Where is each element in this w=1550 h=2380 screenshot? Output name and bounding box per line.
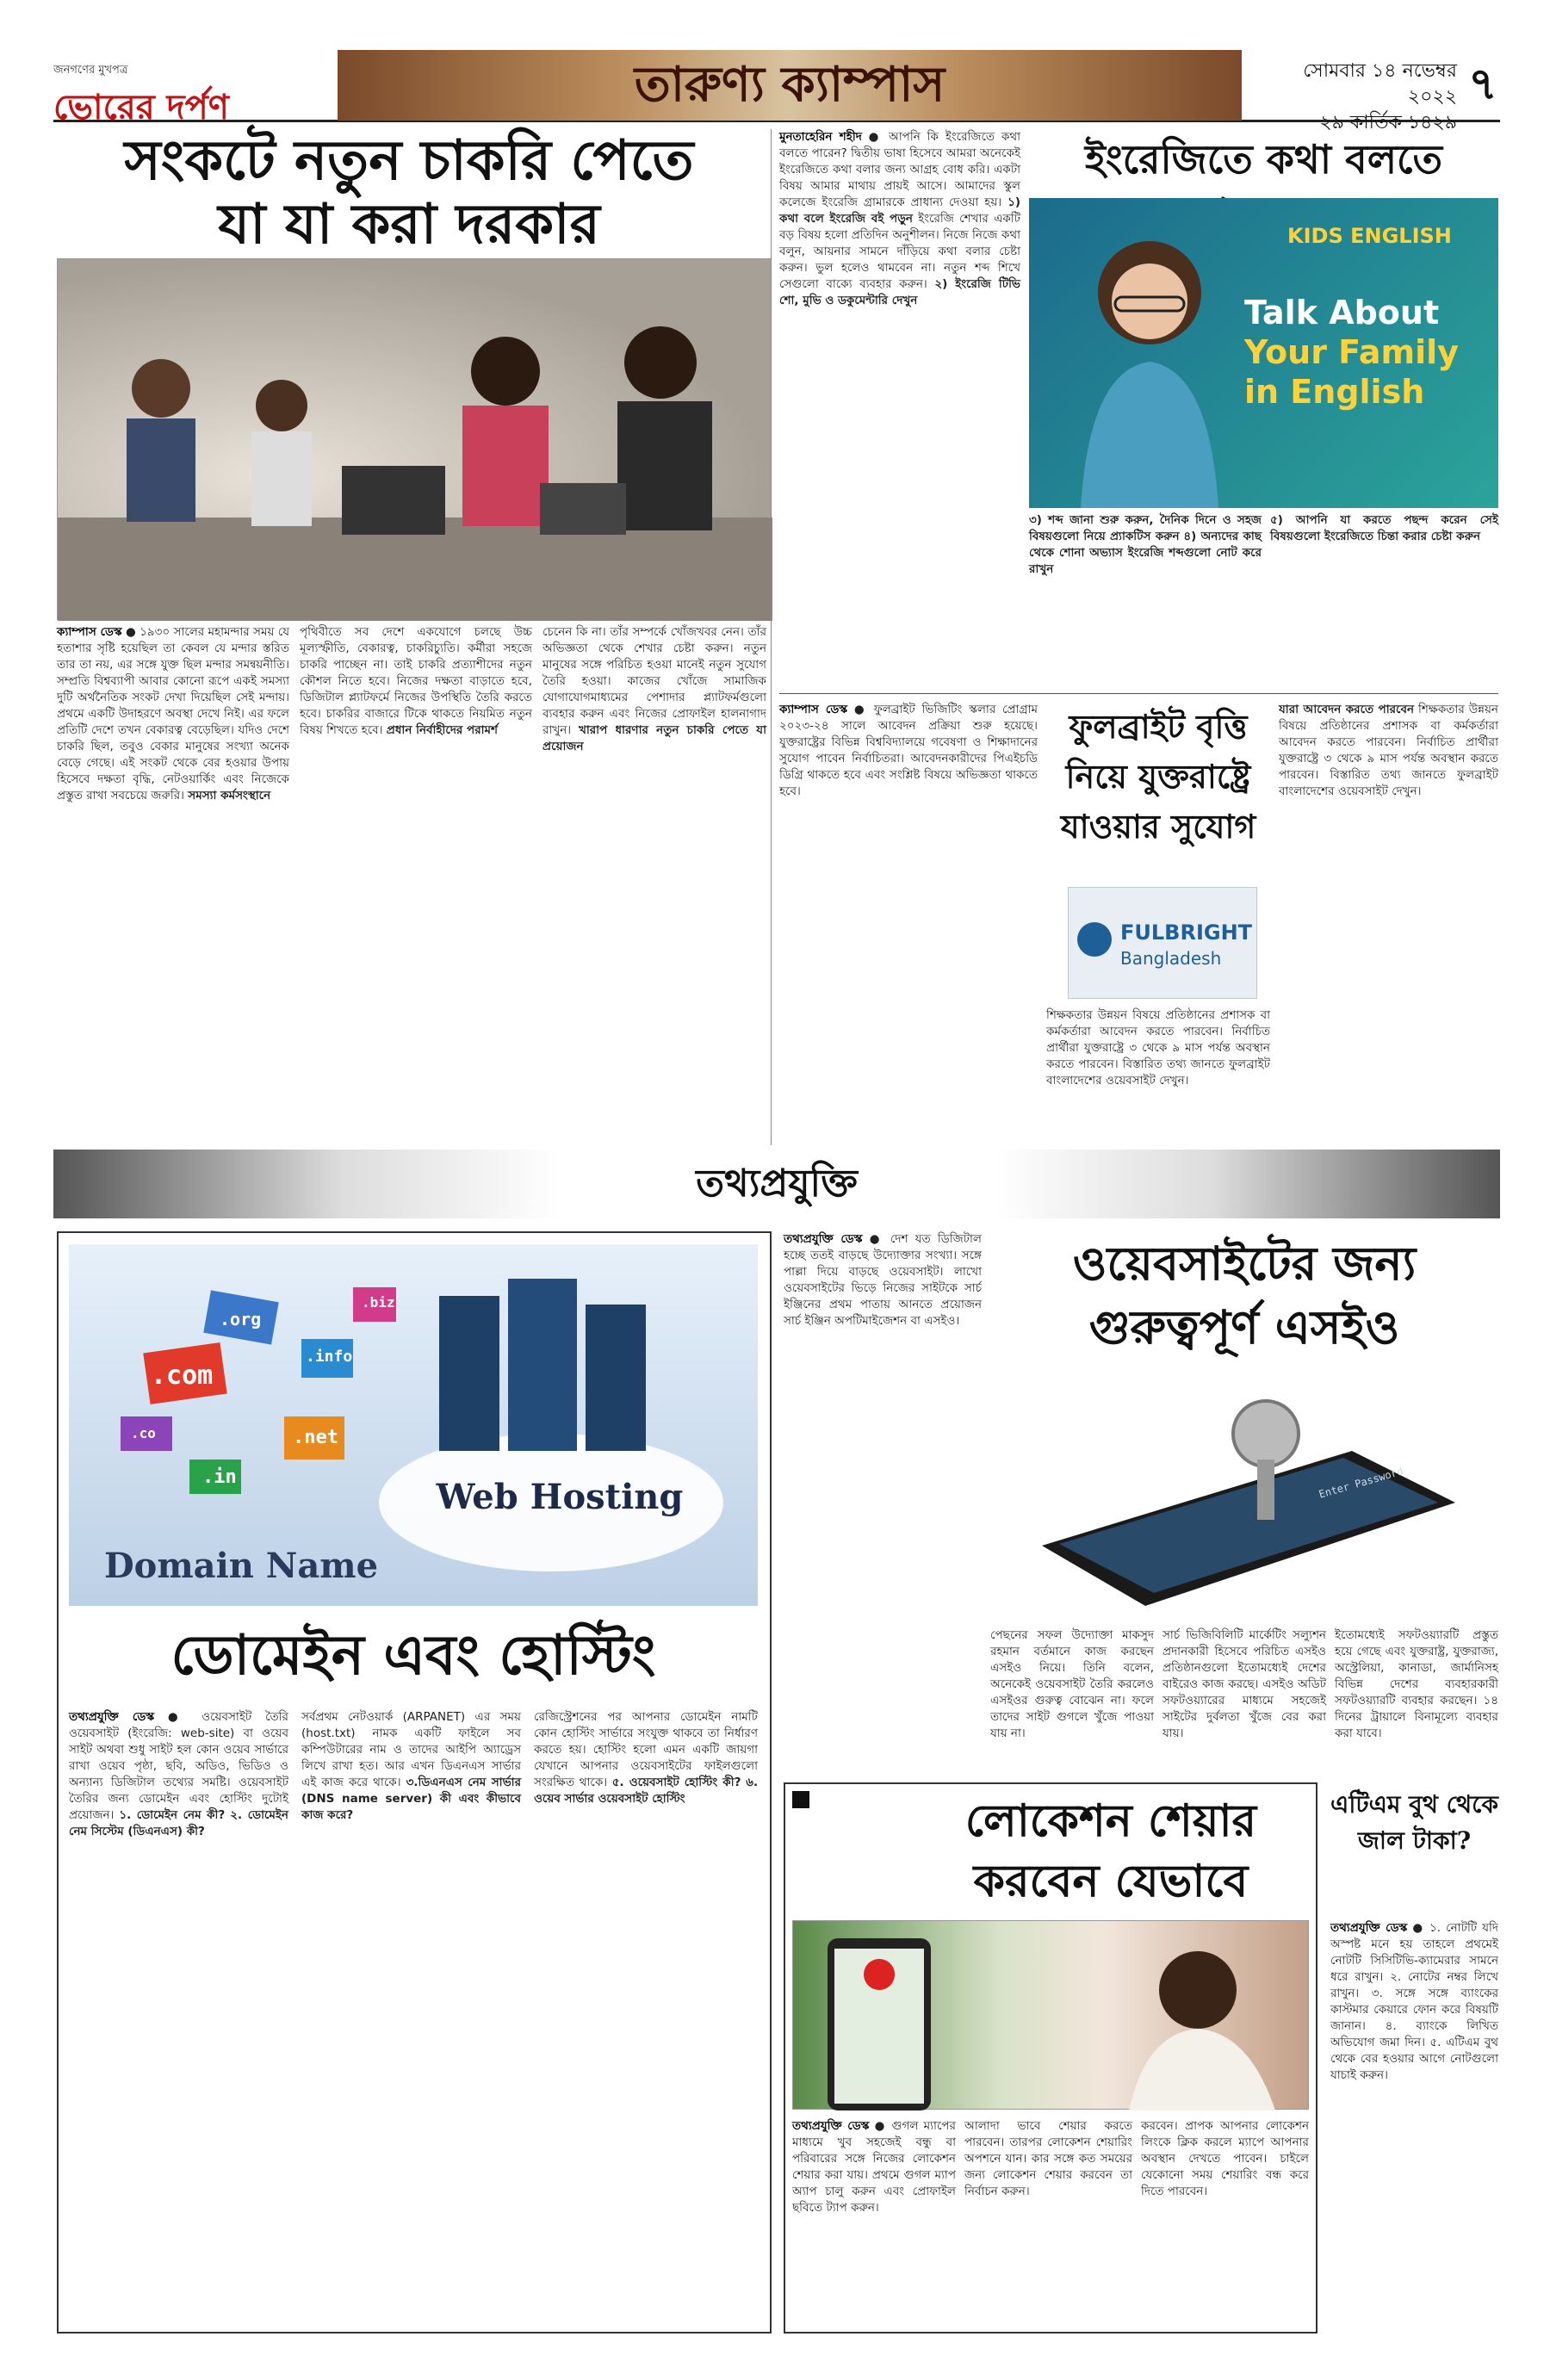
- page-number: ৭: [1468, 58, 1497, 110]
- office-workers-photo: [57, 258, 772, 620]
- article4-column3: [534, 1709, 758, 2325]
- section-title: তারুণ্য ক্যাম্পাস: [634, 56, 946, 113]
- tld-info: .info: [306, 1348, 353, 1366]
- article2-column2: [1029, 512, 1262, 689]
- article5-headline: [990, 1231, 1498, 1369]
- article3-headline-line3: যাওয়ার সুযোগ: [1060, 807, 1256, 846]
- article3-headline-line2: নিয়ে যুক্তরাষ্ট্রে: [1065, 757, 1251, 796]
- article4-subhead5: ৬. ওয়েব সার্ভার ওয়েবসাইট হোস্টিং: [534, 1776, 758, 1806]
- location-share-photo: [792, 1920, 1309, 2110]
- article1-col2-text: পৃথিবীতে সব দেশে একযোগে চলছে উচ্চ মূল্যস্ফীতি, বেকারত্ব, চাকরিচ্যুতি। কর্মীরা সহজে চাকরি পাচ্ছেন না। তাই চাকরি প্রত্যাশীদের নতুন কৌশল নিতে হবে। নিজের দক্ষতা বাড়াতে হবে, ডিজিটাল প্ল্যাটফর্মে নিজের উপস্থিতি তৈরি করতে হবে। চাকরির বাজারে টিকে থাকতে নিয়মিত নতুন বিষয় শিখতে হবে।: [300, 625, 532, 737]
- logo-tagline: জনগণের মুখপত্র: [53, 64, 128, 77]
- phone-map-illustration: [793, 1921, 1310, 2110]
- article2-tip5: ৫) আপনি যা করতে পছন্দ করেন সেই বিষয়গুলো ইংরেজিতে চিন্তা করার চেষ্টা করুন: [1270, 513, 1498, 543]
- article6-col2-text: আলাদা ভাবে শেয়ার করতে পারবেন। তারপর লোকেশন শেয়ারিং অপশনে যান। কার সঙ্গে কত সময়ের জন্য লোকেশন শেয়ার করবেন তা নির্বাচন করুন।: [964, 2119, 1132, 2198]
- article3-column3: [1279, 702, 1498, 1141]
- it-section-title: তথ্যপ্রযুক্তি: [696, 1162, 858, 1205]
- article6-column2: [964, 2118, 1132, 2329]
- article3-body2: শিক্ষকতার উন্নয়ন বিষয়ে প্রতিষ্ঠানের প্রশাসক বা কর্মকর্তারা আবেদন করতে পারবেন। নির্বাচিত প্রার্থীরা যুক্তরাষ্ট্রে ৩ থেকে ৯ মাস পর্যন্ত অবস্থান করতে পারবেন। বিস্তারিত তথ্য জানতে ফুলব্রাইট বাংলাদেশের ওয়েবসাইট দেখুন।: [1046, 1008, 1270, 1088]
- article4-col3-text: রেজিস্ট্রেশনের পর আপনার ডোমেইন নামটি কোন হোস্টিং সার্ভারে সংযুক্ত থাকবে তা নির্ধারণ করতে হয়। হোস্টিং হলো এমন একটি জায়গা যেখানে আপনার ওয়েবসাইটের ফাইলগুলো সংরক্ষিত থাকে।: [534, 1710, 758, 1789]
- article3-subhead: যারা আবেদন করতে পারবেন: [1279, 703, 1415, 716]
- article5-column4: [1335, 1627, 1498, 1774]
- article3-body3: শিক্ষকতার উন্নয়ন বিষয়ে প্রতিষ্ঠানের প্রশাসক বা কর্মকর্তারা আবেদন করতে পারবেন। নির্বাচিত প্রার্থীরা যুক্তরাষ্ট্রে ৩ থেকে ৯ মাস পর্যন্ত অবস্থান করতে পারবেন। বিস্তারিত তথ্য জানতে ফুলব্রাইট বাংলাদেশের ওয়েবসাইট দেখুন।: [1279, 703, 1498, 798]
- article1-byline: ক্যাম্পাস ডেস্ক: [57, 625, 122, 639]
- date-gregorian: সোমবার ১৪ নভেম্বর ২০২২: [1303, 60, 1457, 108]
- article6-headline: [913, 1791, 1309, 1920]
- article1-col3-text: চেনেন কি না। তাঁর সম্পর্কে খোঁজখবর নেন। তাঁর অভিজ্ঞতা থেকে শেখার চেষ্টা করুন। নতুন মানুষের সঙ্গে পরিচিত হওয়া মানেই নতুন সুযোগ তৈরি হওয়া। কাজের খোঁজে সামাজিক যোগাযোগমাধ্যমের পেশাদার প্ল্যাটফর্মগুলো ব্যবহার করুন এবং নিজের প্রোফাইল হালনাগাদ রাখুন।: [542, 625, 766, 737]
- article5-column1: তথ্যপ্রযুক্তি ডেস্ক ● দেশ যত ডিজিটাল হচ্ছে ততই বাড়ছে উদ্যোক্তার সংখ্যা। সঙ্গে পাল্লা দিয়ে বাড়ছে ওয়েবসাইট। লাখো ওয়েবসাইটের ভিড়ে নিজের সাইটকে সার্চ ইঞ্জিনের প্রথম পাতায় আনতে প্রয়োজন সার্চ ইঞ্জিন অপটিমাইজেশন বা এসইও।: [784, 1232, 982, 1328]
- phone-key-illustration: [990, 1373, 1498, 1623]
- article7-headline: এটিএম বুথ থেকে জাল টাকা?: [1330, 1790, 1498, 1855]
- fulbright-logo-line2: Bangladesh: [1120, 948, 1222, 969]
- article6-column3: [1141, 2118, 1309, 2329]
- fulbright-emblem-icon: [1077, 922, 1112, 957]
- article5-col4-text: ইতোমধ্যেই সফটওয়্যারটি প্রস্তুত হয়ে গেছে এবং যুক্তরাষ্ট্র, যুক্তরাজ্য, অস্ট্রেলিয়া, কানাডা, জার্মানিসহ বিভিন্ন দেশের ব্যবহারকারী সফটওয়্যারটি ব্যবহার করছেন। ১৪ দিনের ট্রায়ালে বিনামূল্যে ব্যবহার করা যাবে।: [1335, 1628, 1498, 1740]
- article2-tip2: ২) ইংরেজি টিভি শো, মুভি ও ডকুমেন্টারি দেখুন: [779, 277, 1020, 307]
- web-hosting-label: Web Hosting: [436, 1477, 684, 1517]
- article1-column1: ক্যাম্পাস ডেস্ক ● ১৯৩০ সালের মহামন্দার সময় যে হতাশার সৃষ্টি হয়েছিল তা কেবল যে মন্দার স্তরিত তার তা নয়, এর সঙ্গে যুক্ত ছিল মন্দার সমন্বয়নীতি। সম্প্রতি বিশ্বব্যাপী আবার কোনো রূপে একই সমস্যা দুটি অর্থনৈতিক সংকট দেখা দিয়েছিল সেই মন্দায়। প্রথমে একটি উদাহরণে অবস্থা দেখে নিই। এর ফলে প্রতিটি দেশে তখন বেকারত্ব বেড়েছিল। যদিও দেশে চাকরি ছিল, তবুও বেকার মানুষের সংখ্যা অনেক বেড়ে গেছে। এই সংকট থেকে বের হওয়ার উপায় হিসেবে দক্ষতা বৃদ্ধি, নেটওয়ার্কিং এবং নিজেকে প্রস্তুত রাখা সবচেয়ে জরুরি। সমস্যা কর্মসংস্থানে: [57, 625, 289, 803]
- logo-text: ভোরের দর্পণ: [53, 88, 229, 127]
- ad-tagline: [1244, 293, 1494, 412]
- article6-headline-line2: করবেন যেভাবে: [973, 1855, 1249, 1907]
- section-banner: [338, 50, 1242, 121]
- article5-column2: [990, 1627, 1154, 1774]
- article3-column1: ক্যাম্পাস ডেস্ক ● ফুলব্রাইট ভিজিটিং স্কলার প্রোগ্রাম ২০২৩-২৪ সালে আবেদন প্রক্রিয়া শুরু হয়েছে। যুক্তরাষ্ট্রের বিভিন্ন বিশ্ববিদ্যালয়ে গবেষণা ও শিক্ষাদানের সুযোগ পাবেন নির্বাচিতরা। আবেদনকারীদের পিএইচডি ডিগ্রি থাকতে হবে এবং সংশ্লিষ্ট বিষয়ে অভিজ্ঞতা থাকতে হবে।: [779, 703, 1038, 798]
- article2-tip1: ১) কথা বলে ইংরেজি বই পড়ুন: [779, 195, 1020, 226]
- article5-col2-text: পেছনের সফল উদ্যোক্তা মাকসুদ রহমান বর্তমানে কাজ করছেন এসইও নিয়ে। তিনি বলেন, অনেকেই ওয়েবসাইট তৈরি করলেও এসইওর গুরুত্ব বোঝেন না। ফলে তাদের সাইট গুগলে খুঁজে পাওয়া যায় না।: [990, 1628, 1154, 1740]
- bullet-square-icon: [792, 1791, 809, 1808]
- article4-column2: [301, 1709, 521, 2325]
- article2-headline: ইংরেজিতে কথা বলতে: [1084, 136, 1443, 183]
- article5-column3: [1162, 1627, 1326, 1774]
- article6-column1: তথ্যপ্রযুক্তি ডেস্ক ● গুগল ম্যাপের মাধ্যমে খুব সহজেই বন্ধু বা পরিবারের সঙ্গে নিজের লোকেশন শেয়ার করা যায়। প্রথমে গুগল ম্যাপ অ্যাপ চালু করুন এবং প্রোফাইল ছবিতে ট্যাপ করুন।: [792, 2119, 956, 2215]
- newspaper-logo: [53, 62, 312, 127]
- ad-line1: Talk About: [1244, 294, 1440, 332]
- it-section-banner: [53, 1150, 1500, 1218]
- article5-headline-line1: ওয়েবসাইটের জন্য: [1072, 1236, 1417, 1291]
- article3-body: ফুলব্রাইট ভিজিটিং স্কলার প্রোগ্রাম ২০২৩-২৪ সালে আবেদন প্রক্রিয়া শুরু হয়েছে। যুক্তরাষ্ট্রের বিভিন্ন বিশ্ববিদ্যালয়ে গবেষণা ও শিক্ষাদানের সুযোগ পাবেন নির্বাচিতরা। আবেদনকারীদের পিএইচডি ডিগ্রি থাকতে হবে এবং সংশ্লিষ্ট বিষয়ে অভিজ্ঞতা থাকতে হবে।: [779, 703, 1038, 798]
- masthead: [53, 50, 1500, 133]
- article7-byline: তথ্যপ্রযুক্তি ডেস্ক: [1330, 1921, 1408, 1935]
- article6-byline: তথ্যপ্রযুক্তি ডেস্ক: [792, 2119, 870, 2133]
- article4-byline: তথ্যপ্রযুক্তি ডেস্ক: [69, 1710, 155, 1724]
- article4-headline: ডোমেইন এবং হোস্টিং: [170, 1623, 656, 1688]
- article4-col2-text: সর্বপ্রথম নেটওয়ার্ক (ARPANET) এর সময় (host.txt) নামক একটি ফাইলে সব কম্পিউটারের নাম ও তাদের আইপি অ্যাড্রেস লিখে রাখা হত। আর এখন ডিএনএস সার্ভার এই কাজ করে থাকে।: [301, 1710, 521, 1789]
- column-divider: [771, 129, 772, 1145]
- article5-byline: তথ্যপ্রযুক্তি ডেস্ক: [784, 1232, 863, 1246]
- issue-date: [1250, 59, 1457, 133]
- domain-hosting-illustration: [69, 1244, 758, 1606]
- ad-line2: Your Family: [1244, 333, 1459, 371]
- article1-subhead2: প্রধান নির্বাহীদের পরামর্শ: [386, 723, 499, 737]
- article1-col1-text: ১৯৩০ সালের মহামন্দার সময় যে হতাশার সৃষ্টি হয়েছিল তা কেবল যে মন্দার স্তরিত তার তা নয়, এর সঙ্গে যুক্ত ছিল মন্দার সমন্বয়নীতি। সম্প্রতি বিশ্বব্যাপী আবার কোনো রূপে একই সমস্যা দুটি অর্থনৈতিক সংকট দেখা দিয়েছিল সেই মন্দায়। প্রথমে একটি উদাহরণে অবস্থা দেখে নিই। এর ফলে প্রতিটি দেশে তখন বেকারত্ব বেড়েছিল। যদিও দেশে চাকরি ছিল, তবুও বেকার মানুষের সংখ্যা অনেক বেড়ে গেছে। এই সংকট থেকে বের হওয়ার উপায় হিসেবে দক্ষতা বৃদ্ধি, নেটওয়ার্কিং এবং নিজেকে প্রস্তুত রাখা সবচেয়ে জরুরি।: [57, 625, 289, 803]
- article5-col1-text: দেশ যত ডিজিটাল হচ্ছে ততই বাড়ছে উদ্যোক্তার সংখ্যা। সঙ্গে পাল্লা দিয়ে বাড়ছে ওয়েবসাইট। লাখো ওয়েবসাইটের ভিড়ে নিজের সাইটকে সার্চ ইঞ্জিনের প্রথম পাতায় আনতে প্রয়োজন সার্চ ইঞ্জিন অপটিমাইজেশন বা এসইও।: [784, 1232, 982, 1328]
- kids-english-ad: [1029, 198, 1498, 508]
- article7-body: ১. নোটটি যদি অস্পষ্ট মনে হয় তাহলে প্রথমেই নোটটি সিসিটিভি-ক্যামেরার সামনে ধরে রাখুন। ২. নোটের নম্বর লিখে রাখুন। ৩. সঙ্গে সঙ্গে ব্যাংকের কাস্টমার কেয়ারে ফোন করে বিষয়টি জানান। ৪. ব্যাংকে লিখিত অভিযোগ জমা দিন। ৫. এটিএম বুথ থেকে বের হওয়ার আগে নোটগুলো যাচাই করুন।: [1330, 1921, 1498, 2082]
- tld-in: .in: [202, 1466, 237, 1488]
- article6-headline-line1: লোকেশন শেয়ার: [964, 1794, 1257, 1847]
- article2-tip4: ৪) অন্যদের কাছ থেকে শোনা অভ্যাস ইংরেজি শব্দগুলো নোট করে রাখুন: [1029, 530, 1262, 576]
- article1-headline-line1: সংকটে নতুন চাকরি পেতে: [124, 128, 694, 193]
- article3-column2: [1046, 1007, 1270, 1141]
- article2-tip3: ৩) শব্দ জানা শুরু করুন, দৈনিক দিনে ও সহজ বিষয়গুলো নিয়ে প্র্যাকটিস করুন: [1029, 513, 1262, 543]
- article2-byline: মুনতাহেরিন শহীদ: [779, 130, 862, 144]
- article-divider: [779, 693, 1498, 694]
- article3-byline: ক্যাম্পাস ডেস্ক: [779, 703, 848, 716]
- smiling-girl-illustration: [1063, 215, 1236, 508]
- phone-password-label: Enter Password: [1318, 1465, 1405, 1501]
- article3-headline: [1046, 702, 1270, 865]
- article2-intro: আপনি কি ইংরেজিতে কথা বলতে পারেন? দ্বিতীয় ভাষা হিসেবে আমরা অনেকেই ইংরেজিতে কথা বলার জন্য আগ্রহ বোধ করি। একটা বিষয় আমার মাথায় প্রায়ই আসে। আমাদের স্কুল কলেজে ইংরেজি গ্রামারকে প্রাধান্য দেওয়া হয়।: [779, 130, 1020, 209]
- tld-net: .net: [293, 1427, 338, 1448]
- article1-column3: [542, 624, 766, 1106]
- fulbright-logo-line1: FULBRIGHT: [1120, 920, 1253, 945]
- article1-column2: [300, 624, 532, 1106]
- article6-col3-text: করবেন। প্রাপক আপনার লোকেশন লিংকে ক্লিক করলে ম্যাপে আপনার অবস্থান দেখতে পাবেন। চাইলে যেকোনো সময় শেয়ারিং বন্ধ করে দিতে পারবেন।: [1141, 2119, 1309, 2198]
- ad-line3: in English: [1244, 373, 1425, 411]
- tld-co: .co: [131, 1425, 156, 1441]
- office-scene-illustration: [58, 259, 772, 621]
- article7-column: তথ্যপ্রযুক্তি ডেস্ক ● ১. নোটটি যদি অস্পষ্ট মনে হয় তাহলে প্রথমেই নোটটি সিসিটিভি-ক্যামেরার সামনে ধরে রাখুন। ২. নোটের নম্বর লিখে রাখুন। ৩. সঙ্গে সঙ্গে ব্যাংকের কাস্টমার কেয়ারে ফোন করে বিষয়টি জানান। ৪. ব্যাংকে লিখিত অভিযোগ জমা দিন। ৫. এটিএম বুথ থেকে বের হওয়ার আগে নোটগুলো যাচাই করুন।: [1330, 1921, 1498, 2082]
- article1-headline-line2: যা যা করা দরকার: [218, 192, 600, 257]
- date-bengali: ২৯ কার্তিক ১৪২৯: [1319, 112, 1457, 133]
- tld-com: .com: [151, 1360, 214, 1391]
- article5-col3-text: সার্চ ভিজিবিলিটি মার্কেটিং সল্যুশন প্রদানকারী হিসেবে পরিচিত এসইও প্রতিষ্ঠানগুলো ইতোমধ্যেই দেশের বাইরেও কাজ করছে। এসইও অডিট সফটওয়্যারের মাধ্যমে সহজেই সাইটের দুর্বলতা খুঁজে বের করা যায়।: [1162, 1628, 1326, 1740]
- article4-subhead4: ৫. ওয়েবসাইট হোস্টিং কী?: [611, 1776, 741, 1789]
- article1-headline: [60, 129, 758, 258]
- kids-english-brand: KIDS ENGLISH: [1287, 224, 1452, 248]
- article2-body: ইংরেজি শেখার একটি বড় বিষয় হলো প্রতিদিন অনুশীলন। নিজে নিজে কথা বলুন, আয়নার সামনে দাঁড়িয়ে কথা বলার চেষ্টা করুন। ভুল হলেও থামবেন না। নতুন শব্দ শিখে সেগুলো বাক্যে ব্যবহার করুন।: [779, 212, 1021, 291]
- article4-subhead1: ১. ডোমেইন নেম কী?: [119, 1808, 226, 1822]
- article5-headline-line2: গুরুত্বপূর্ণ এসইও: [1088, 1299, 1400, 1354]
- article2-column3: [1270, 512, 1498, 689]
- fulbright-logo: [1068, 887, 1257, 999]
- article4-col1-text: ওয়েবসাইট তৈরি ওয়েবসাইট (ইংরেজি: web-site) বা ওয়েব সাইট অথবা শুধু সাইট হল কোন ওয়েব সার্ভারে রাখা ওয়েব পৃষ্ঠা, ছবি, অডিও, ভিডিও ও অন্যান্য ডিজিটাল তথ্যের সমষ্টি। ওয়েবসাইট তৈরির জন্য ডোমেইন এবং হোস্টিং দুটোই প্রয়োজন।: [69, 1710, 288, 1822]
- article1-subhead3: খারাপ ধারণার নতুন চাকরি পেতে যা প্রয়োজন: [542, 723, 766, 753]
- article2-column1: মুনতাহেরিন শহীদ ● আপনি কি ইংরেজিতে কথা বলতে পারেন? দ্বিতীয় ভাষা হিসেবে আমরা অনেকেই ইংরেজিতে কথা বলার জন্য আগ্রহ বোধ করি। একটা বিষয় আমার মাথায় প্রায়ই আসে। আমাদের স্কুল কলেজে ইংরেজি গ্রামারকে প্রাধান্য দেওয়া হয়। ১) কথা বলে ইংরেজি বই পড়ুন ইংরেজি শেখার একটি বড় বিষয় হলো প্রতিদিন অনুশীলন। নিজে নিজে কথা বলুন, আয়নার সামনে দাঁড়িয়ে কথা বলার চেষ্টা করুন। ভুল হলেও থামবেন না। নতুন শব্দ শিখে সেগুলো বাক্যে ব্যবহার করুন। ২) ইংরেজি টিভি শো, মুভি ও ডকুমেন্টারি দেখুন: [779, 130, 1021, 307]
- article4-subhead2: ২. ডোমেইন নেম সিস্টেম (ডিএনএস) কী?: [69, 1808, 288, 1838]
- tld-biz: .biz: [362, 1294, 395, 1311]
- domain-name-label: Domain Name: [103, 1546, 379, 1586]
- article3-headline-line1: ফুলব্রাইট বৃত্তি: [1069, 707, 1248, 746]
- article6-col1-text: গুগল ম্যাপের মাধ্যমে খুব সহজেই বন্ধু বা পরিবারের সঙ্গে নিজের লোকেশন শেয়ার করা যায়। প্রথমে গুগল ম্যাপ অ্যাপ চালু করুন এবং প্রোফাইল ছবিতে ট্যাপ করুন।: [792, 2119, 956, 2215]
- article4-subhead3: ৩.ডিএনএস নেম সার্ভার (DNS name server) কী এবং কীভাবে কাজ করে?: [301, 1776, 521, 1822]
- smartphone-lock-graphic: [990, 1373, 1498, 1623]
- article1-subhead1: সমস্যা কর্মসংস্থানে: [188, 789, 271, 803]
- article4-column1: তথ্যপ্রযুক্তি ডেস্ক ● ওয়েবসাইট তৈরি ওয়েবসাইট (ইংরেজি: web-site) বা ওয়েব সাইট অথবা শুধু সাইট হল কোন ওয়েব সার্ভারে রাখা ওয়েব পৃষ্ঠা, ছবি, অডিও, ভিডিও ও অন্যান্য ডিজিটাল তথ্যের সমষ্টি। ওয়েবসাইট তৈরির জন্য ডোমেইন এবং হোস্টিং দুটোই প্রয়োজন। ১. ডোমেইন নেম কী? ২. ডোমেইন নেম সিস্টেম (ডিএনএস) কী?: [69, 1710, 288, 1838]
- tld-org: .org: [220, 1309, 262, 1329]
